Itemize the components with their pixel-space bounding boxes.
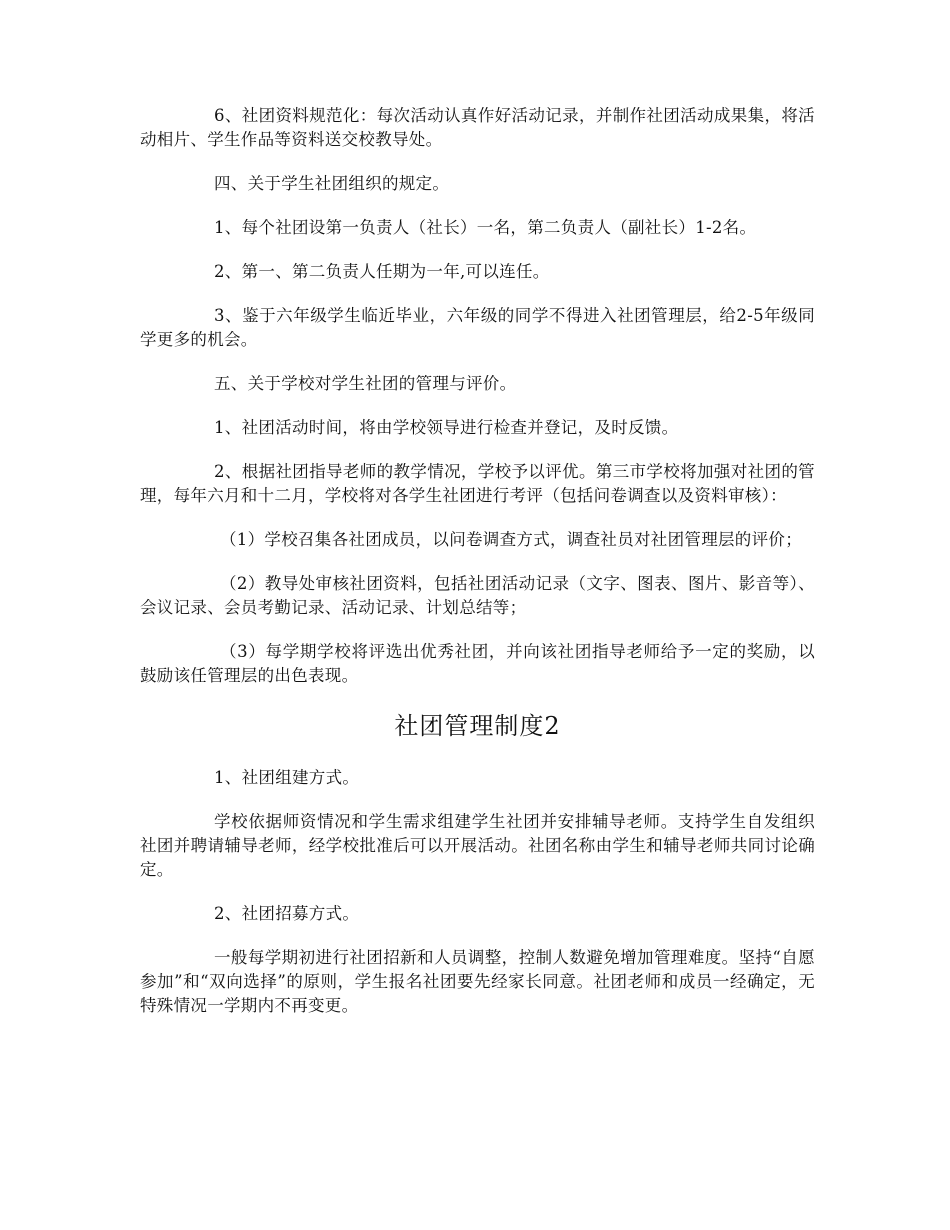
paragraph-recruitment-method: 一般每学期初进行社团招新和人员调整，控制人数避免增加管理难度。坚持“自愿参加”和“双向选择”的原则，学生报名社团要先经家长同意。社团老师和成员一经确定，无特殊情况一学期内不再变更。 bbox=[140, 948, 815, 1015]
document-title-section-2: 社团管理制度2 bbox=[394, 712, 561, 740]
paragraph-activity-time: 1、社团活动时间，将由学校领导进行检查并登记，及时反馈。 bbox=[214, 418, 679, 437]
paragraph-evaluation-item-3: （3）每学期学校将评选出优秀社团，并向该社团指导老师给予一定的奖励，以鼓励该任管理层的出色表现。 bbox=[140, 642, 815, 685]
paragraph-formation-method-heading: 1、社团组建方式。 bbox=[214, 768, 360, 787]
document-page bbox=[140, 104, 815, 1038]
paragraph-formation-method: 学校依据师资情况和学生需求组建学生社团并安排辅导老师。支持学生自发组织社团并聘请辅导老师，经学校批准后可以开展活动。社团名称由学生和辅导老师共同讨论确定。 bbox=[140, 812, 815, 879]
paragraph-materials-standardization: 6、社团资料规范化：每次活动认真作好活动记录，并制作社团活动成果集，将活动相片、学生作品等资料送交校教导处。 bbox=[140, 106, 815, 149]
paragraph-evaluation: 2、根据社团指导老师的教学情况，学校予以评优。第三市学校将加强对社团的管理，每年六月和十二月，学校将对各学生社团进行考评（包括问卷调查以及资料审核）： bbox=[140, 462, 815, 505]
section-heading-management-evaluation: 五、关于学校对学生社团的管理与评价。 bbox=[214, 374, 517, 393]
section-heading-organization-rules: 四、关于学生社团组织的规定。 bbox=[214, 174, 450, 193]
paragraph-recruitment-method-heading: 2、社团招募方式。 bbox=[214, 904, 360, 923]
paragraph-evaluation-item-2: （2）教导处审核社团资料，包括社团活动记录（文字、图表、图片、影音等）、会议记录、会员考勤记录、活动记录、计划总结等； bbox=[140, 574, 815, 617]
paragraph-evaluation-item-1: （1）学校召集各社团成员，以问卷调查方式，调查社员对社团管理层的评价； bbox=[220, 530, 802, 549]
paragraph-grade-six-rule: 3、鉴于六年级学生临近毕业，六年级的同学不得进入社团管理层，给2-5年级同学更多的机会。 bbox=[140, 306, 815, 349]
paragraph-term-of-office: 2、第一、第二负责人任期为一年,可以连任。 bbox=[214, 262, 550, 281]
paragraph-leaders: 1、每个社团设第一负责人（社长）一名，第二负责人（副社长）1-2名。 bbox=[214, 218, 757, 237]
